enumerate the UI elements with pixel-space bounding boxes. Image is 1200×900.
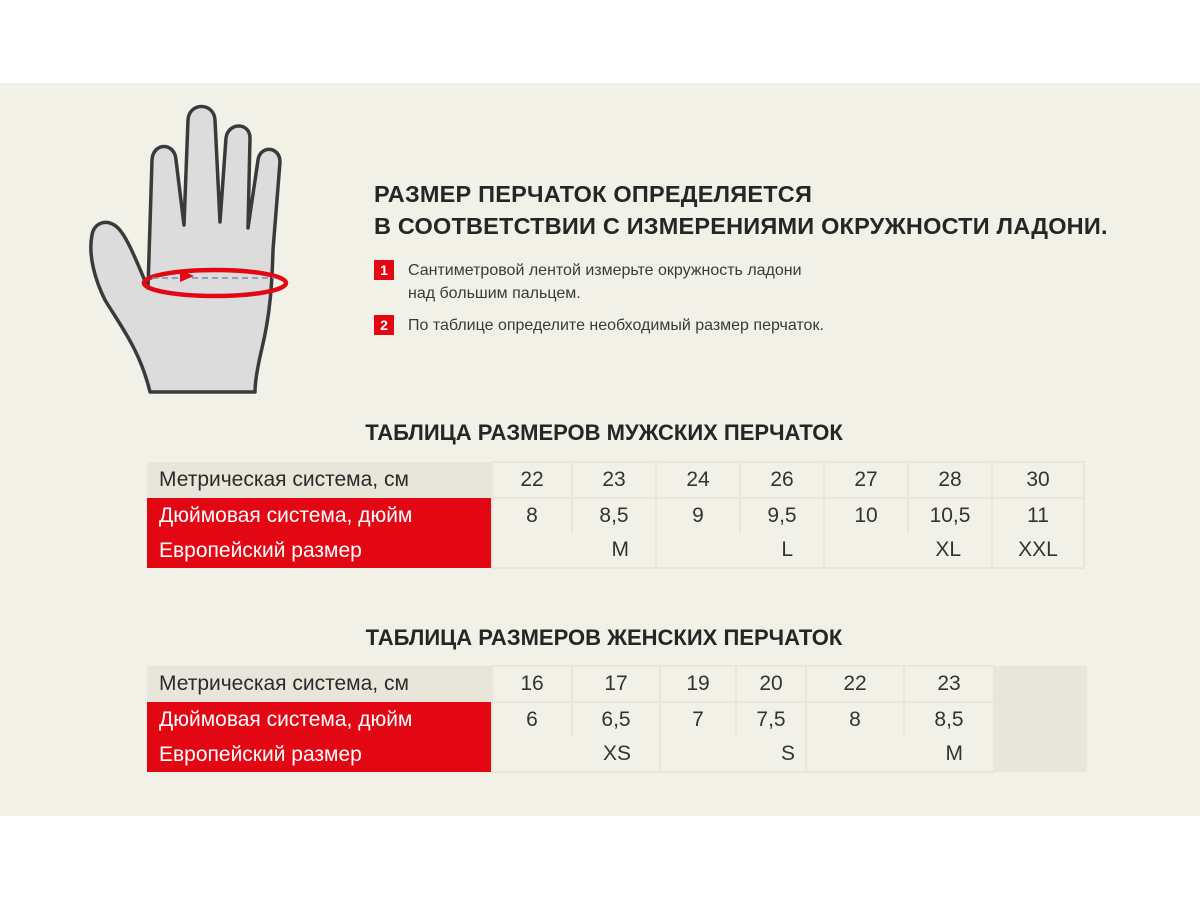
table-cell: 6,5	[572, 702, 660, 737]
table-cell: 8	[806, 702, 904, 737]
table-cell: 19	[660, 666, 736, 702]
table-cell: 10	[824, 498, 908, 533]
table-row	[147, 462, 1084, 498]
eu-label: Европейский размер	[147, 533, 492, 568]
table-cell: 23	[572, 462, 656, 498]
table-cell: M	[492, 533, 656, 568]
table-cell: S	[660, 737, 806, 772]
men-table-title: ТАБЛИЦА РАЗМЕРОВ МУЖСКИХ ПЕРЧАТОК	[365, 420, 843, 445]
table-cell: 16	[492, 666, 572, 702]
step-2	[374, 314, 824, 337]
table-row	[147, 533, 1084, 568]
table-cell: 17	[572, 666, 660, 702]
metric-label: Метрическая система, см	[147, 462, 492, 498]
eu-label: Европейский размер	[147, 737, 492, 772]
table-cell: XL	[824, 533, 992, 568]
table-cell: 24	[656, 462, 740, 498]
table-cell: 6	[492, 702, 572, 737]
table-cell: 8,5	[904, 702, 994, 737]
table-cell: XXL	[992, 533, 1084, 568]
table-row	[147, 702, 1087, 737]
headline-line-2: В СООТВЕТСТВИИ С ИЗМЕРЕНИЯМИ ОКРУЖНОСТИ ЛАДОНИ.	[374, 213, 1108, 239]
step-2-line-1: По таблице определите необходимый размер перчаток.	[408, 317, 824, 334]
table-cell: 11	[992, 498, 1084, 533]
table-cell: 30	[992, 462, 1084, 498]
men-size-table	[147, 461, 1085, 569]
table-cell: 26	[740, 462, 824, 498]
table-cell: 28	[908, 462, 992, 498]
table-cell: 22	[492, 462, 572, 498]
headline-line-1: РАЗМЕР ПЕРЧАТОК ОПРЕДЕЛЯЕТСЯ	[374, 181, 813, 207]
step-1	[374, 259, 802, 305]
hand-measure-icon	[80, 100, 300, 400]
headline	[374, 178, 1108, 242]
table-cell: XS	[492, 737, 660, 772]
metric-label: Метрическая система, см	[147, 666, 492, 702]
women-size-table	[147, 665, 1087, 773]
table-cell: 10,5	[908, 498, 992, 533]
table-cell: 9,5	[740, 498, 824, 533]
women-table-title: ТАБЛИЦА РАЗМЕРОВ ЖЕНСКИХ ПЕРЧАТОК	[365, 625, 843, 650]
empty-column	[994, 666, 1087, 772]
table-cell: 7,5	[736, 702, 806, 737]
inch-label: Дюймовая система, дюйм	[147, 498, 492, 533]
table-row	[147, 498, 1084, 533]
table-cell: 27	[824, 462, 908, 498]
table-row	[147, 737, 1087, 772]
table-cell: 9	[656, 498, 740, 533]
table-cell: M	[806, 737, 994, 772]
table-cell: 7	[660, 702, 736, 737]
step-1-line-2: над большим пальцем.	[408, 285, 581, 302]
table-row	[147, 666, 1087, 702]
table-cell: L	[656, 533, 824, 568]
table-cell: 8,5	[572, 498, 656, 533]
table-cell: 22	[806, 666, 904, 702]
table-cell: 8	[492, 498, 572, 533]
step-1-line-1: Сантиметровой лентой измерьте окружность ладони	[408, 262, 802, 279]
step-number-1: 1	[374, 260, 394, 280]
step-number-2: 2	[374, 315, 394, 335]
inch-label: Дюймовая система, дюйм	[147, 702, 492, 737]
table-cell: 23	[904, 666, 994, 702]
table-cell: 20	[736, 666, 806, 702]
